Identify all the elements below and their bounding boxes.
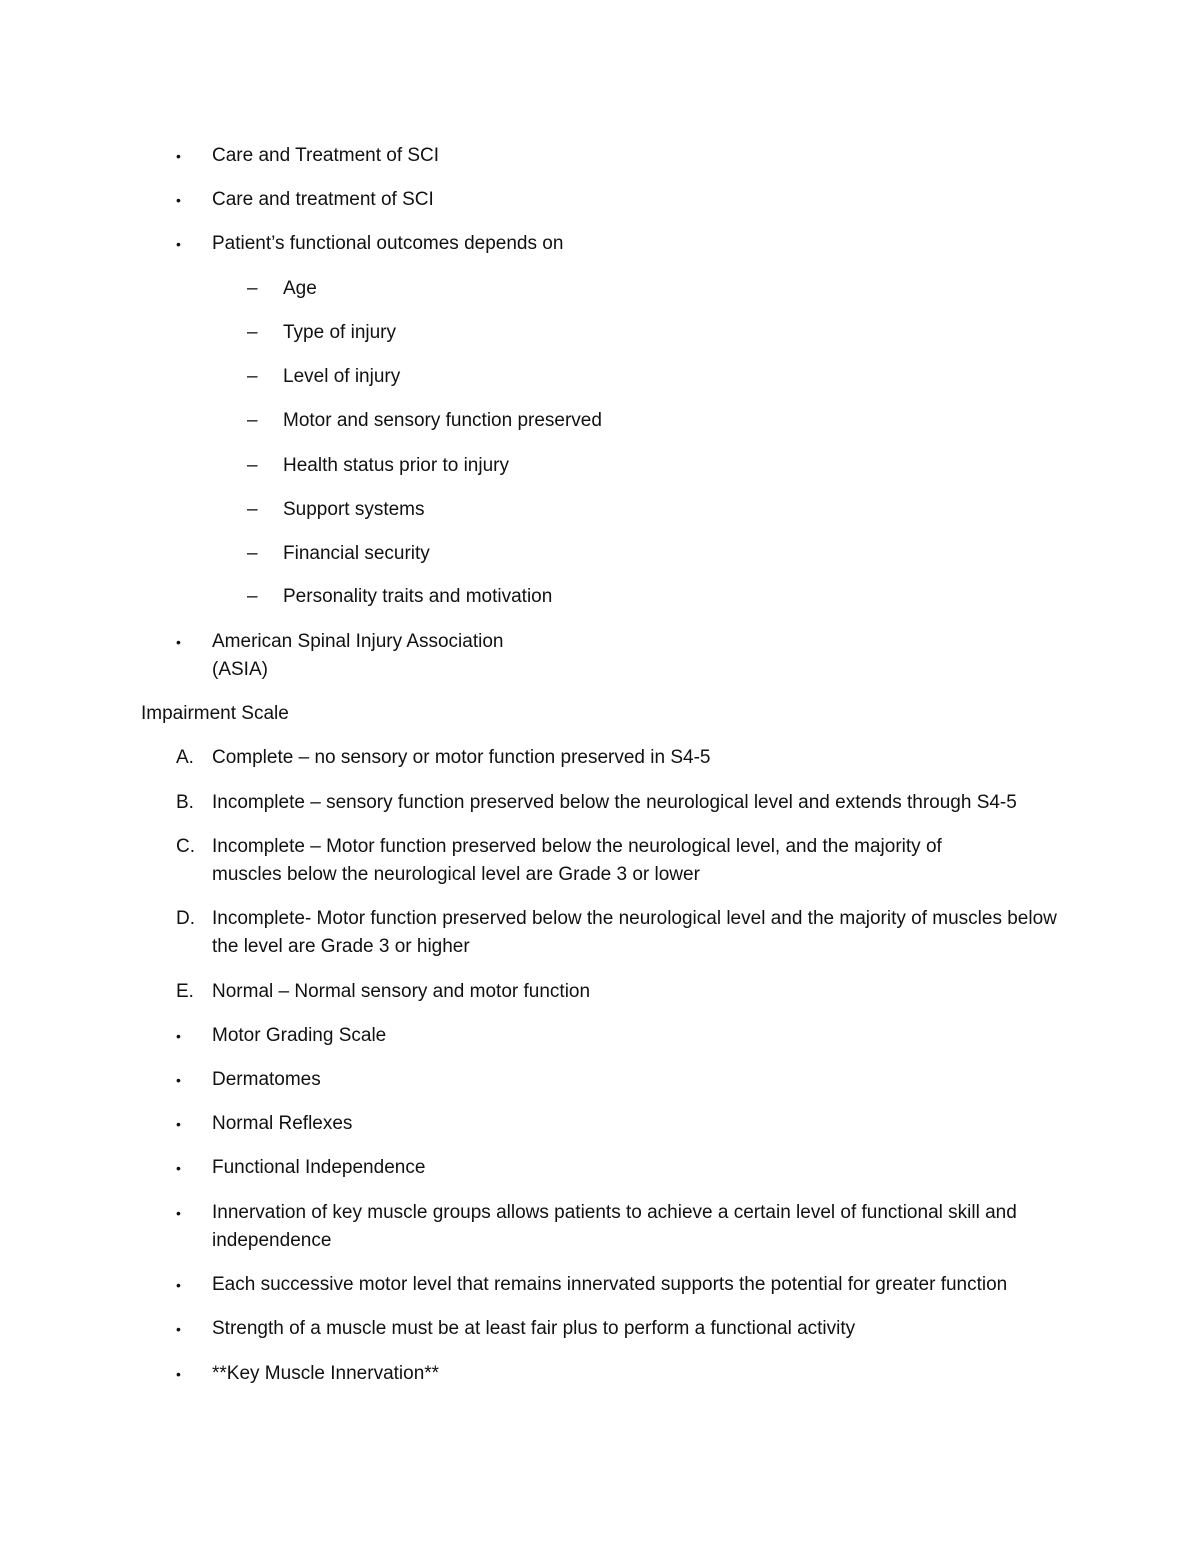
scale-letter: A.	[176, 747, 194, 768]
sub-list-item-text: Personality traits and motivation	[283, 586, 553, 607]
sub-list-item-text: Type of injury	[283, 322, 396, 343]
dash-icon: –	[247, 499, 258, 520]
bullet-icon: •	[176, 1116, 181, 1132]
scale-letter: B.	[176, 792, 194, 813]
section-heading: Impairment Scale	[141, 703, 289, 724]
bullet-icon: •	[176, 236, 181, 252]
dash-icon: –	[247, 455, 258, 476]
dash-icon: –	[247, 278, 258, 299]
sub-list-item-text: Financial security	[283, 543, 430, 564]
sub-list-item-text: Support systems	[283, 499, 425, 520]
bullet-icon: •	[176, 192, 181, 208]
asia-line-1: American Spinal Injury Association	[212, 631, 504, 652]
list-item-text: Each successive motor level that remains innervated supports the potential for greater function	[212, 1274, 1008, 1295]
sub-list-item-text: Motor and sensory function preserved	[283, 410, 602, 431]
scale-text: Complete – no sensory or motor function preserved in S4-5	[212, 747, 711, 768]
list-item-text: Patient’s functional outcomes depends on	[212, 233, 564, 254]
dash-icon: –	[247, 322, 258, 343]
list-item-text: Motor Grading Scale	[212, 1025, 387, 1046]
bullet-icon: •	[176, 1277, 181, 1293]
scale-text: Normal – Normal sensory and motor function	[212, 981, 591, 1002]
sub-list-item-text: Level of injury	[283, 366, 401, 387]
scale-letter: C.	[176, 836, 195, 857]
list-item-text: Care and treatment of SCI	[212, 189, 434, 210]
bullet-icon: •	[176, 1366, 181, 1382]
bullet-icon: •	[176, 1205, 181, 1221]
sub-list-item-text: Age	[283, 278, 317, 299]
dash-icon: –	[247, 366, 258, 387]
list-item-text: Innervation of key muscle groups allows patients to achieve a certain level of functional skill and independence	[212, 1202, 1017, 1251]
bullet-icon: •	[176, 148, 181, 164]
bullet-icon: •	[176, 1028, 181, 1044]
scale-letter: D.	[176, 908, 195, 929]
sub-list-item-text: Health status prior to injury	[283, 455, 509, 476]
dash-icon: –	[247, 410, 258, 431]
dash-icon: –	[247, 586, 258, 607]
scale-letter: E.	[176, 981, 194, 1002]
list-item-text: **Key Muscle Innervation**	[212, 1363, 440, 1384]
list-item-text	[212, 628, 1072, 684]
list-item-text: Normal Reflexes	[212, 1113, 353, 1134]
scale-text: Incomplete – Motor function preserved below the neurological level, and the majority of muscles below the neurological level are Grade 3 or lower	[212, 836, 942, 885]
bullet-icon: •	[176, 1321, 181, 1337]
scale-text: Incomplete – sensory function preserved below the neurological level and extends through S4-5	[212, 792, 1017, 813]
list-item-text: Dermatomes	[212, 1069, 321, 1090]
bullet-icon: •	[176, 1072, 181, 1088]
list-item-text: Functional Independence	[212, 1157, 426, 1178]
scale-text: Incomplete- Motor function preserved below the neurological level and the majority of muscles below the level are Grade 3 or higher	[212, 908, 1057, 957]
list-item-text: Care and Treatment of SCI	[212, 145, 440, 166]
bullet-icon: •	[176, 634, 181, 650]
list-item-text: Strength of a muscle must be at least fair plus to perform a functional activity	[212, 1318, 856, 1339]
asia-line-2: (ASIA)	[212, 659, 268, 680]
dash-icon: –	[247, 543, 258, 564]
bullet-icon: •	[176, 1160, 181, 1176]
